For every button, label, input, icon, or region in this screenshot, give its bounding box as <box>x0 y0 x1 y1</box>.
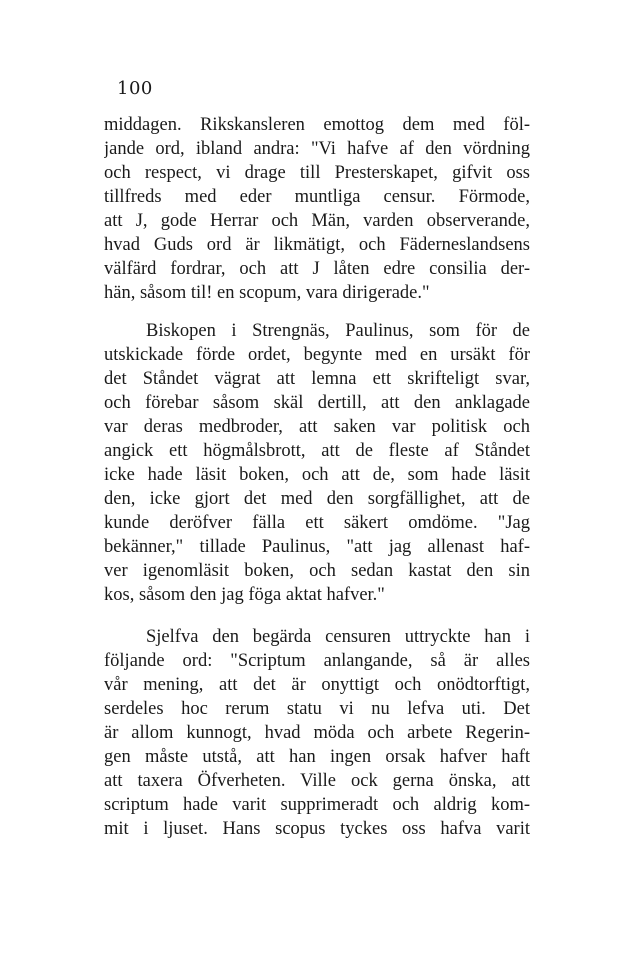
text-line: var deras medbroder, att saken var politisk och <box>104 417 530 437</box>
text-line: jande ord, ibland andra: "Vi hafve af den vördning <box>104 139 530 159</box>
text-line: middagen. Rikskansleren emottog dem med föl- <box>104 115 530 135</box>
text-line: hvad Guds ord är likmätigt, och Fäderneslandsens <box>104 235 530 255</box>
text-line: är allom kunnogt, hvad möda och arbete Regerin- <box>104 723 530 743</box>
text-line: angick ett högmålsbrott, att de fleste af Ståndet <box>104 441 530 461</box>
text-line: att taxera Öfverheten. Ville ock gerna önska, att <box>104 771 530 791</box>
text-line: att J, gode Herrar och Män, varden observerande, <box>104 211 530 231</box>
paragraph-3 <box>104 625 530 841</box>
text-line: det Ståndet vägrat att lemna ett skrifteligt svar, <box>104 369 530 389</box>
text-line: bekänner," tillade Paulinus, "att jag allenast haf- <box>104 537 530 557</box>
text-line: Biskopen i Strengnäs, Paulinus, som för de <box>146 321 530 341</box>
text-line: hän, såsom til! en scopum, vara dirigerade." <box>104 283 430 303</box>
text-line: Sjelfva den begärda censuren uttryckte han i <box>146 627 530 647</box>
text-line: och respect, vi drage till Presterskapet, gifvit oss <box>104 163 530 183</box>
text-line: och förebar såsom skäl dertill, att den anklagade <box>104 393 530 413</box>
paragraph-1 <box>104 113 530 305</box>
paragraph-2 <box>104 319 530 607</box>
text-line: icke hade läsit boken, och att de, som hade läsit <box>104 465 530 485</box>
text-line: tillfreds med eder muntliga censur. Förmode, <box>104 187 530 207</box>
text-line: utskickade förde ordet, begynte med en ursäkt för <box>104 345 530 365</box>
text-line: vår mening, att det är onyttigt och onödtorftigt, <box>104 675 530 695</box>
text-line: serdeles hoc rerum statu vi nu lefva uti. Det <box>104 699 530 719</box>
page-number: 100 <box>117 78 153 99</box>
text-line: välfärd fordrar, och att J låten edre consilia der- <box>104 259 530 279</box>
text-line: kunde deröfver fälla ett säkert omdöme. "Jag <box>104 513 530 533</box>
text-line: ver igenomläsit boken, och sedan kastat den sin <box>104 561 530 581</box>
text-line: följande ord: "Scriptum anlangande, så är alles <box>104 651 530 671</box>
text-line: den, icke gjort det med den sorgfällighet, att de <box>104 489 530 509</box>
text-line: kos, såsom den jag föga aktat hafver." <box>104 585 385 605</box>
text-line: gen måste utstå, att han ingen orsak hafver haft <box>104 747 530 767</box>
text-line: mit i ljuset. Hans scopus tyckes oss hafva varit <box>104 819 530 839</box>
text-line: scriptum hade varit supprimeradt och aldrig kom- <box>104 795 530 815</box>
